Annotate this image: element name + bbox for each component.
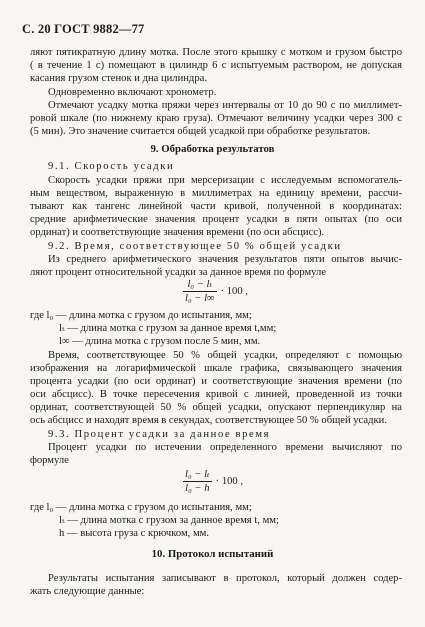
page-header: С. 20 ГОСТ 9882—77 xyxy=(22,22,145,36)
body-line: Скорость усадки пряжи при мерсеризации с исследуемым вспомогатель- xyxy=(48,175,402,186)
body-line: тывают как тангенс линейной части кривой, полученной в координатах: xyxy=(30,201,402,212)
body-line: ординат, соответствующей 50 % общей усадки, опускают перпендикуляр на xyxy=(30,402,402,413)
body-line: Время, соответствующее 50 % общей усадки, определяют с помощью xyxy=(48,350,402,361)
body-line: Процент усадки по истечении определенного времени вычисляют по xyxy=(48,442,402,453)
body-line: (5 мин). Это значение считается общей усадкой при обработке результатов. xyxy=(30,126,371,137)
body-line: Результаты испытания записывают в протокол, который должен содер- xyxy=(48,573,402,584)
formula-2 xyxy=(183,468,243,494)
subsection-9-3-title: 9.3. Процент усадки за данное время xyxy=(48,429,271,440)
where-line: h — высота груза с крючком, мм. xyxy=(59,528,210,539)
body-line: Отмечают усадку мотка пряжи через интервалы от 10 до 90 с по миллимет- xyxy=(48,100,402,111)
formula-numerator: l₀ − lₜ xyxy=(183,278,217,292)
body-line: ( в течение 1 с) помещают в цилиндр 6 с испытуемым раствором, не допуская xyxy=(30,60,402,71)
where-line: lₜ — длина мотка с грузом за данное время t, мм; xyxy=(59,515,279,526)
body-line: ляют пятикратную длину мотка. После этого крышку с мотком и грузом быстро xyxy=(30,47,402,58)
body-line: ровой шкале (по нижнему краю груза). Отмечают величину усадки через 300 с xyxy=(30,113,402,124)
formula-denominator: l₀ − l∞ xyxy=(185,293,215,304)
body-line: жать следующие данные: xyxy=(30,586,145,597)
body-line: изображения на логарифмической шкале графика, связывающего значения xyxy=(30,363,402,374)
section-9-title: 9. Обработка результатов xyxy=(150,143,275,155)
body-line: ляют процент относительной усадки за данное время по формуле xyxy=(30,267,327,278)
body-line: Одновременно включают хронометр. xyxy=(48,87,217,98)
formula-1 xyxy=(183,278,248,304)
body-line: касания грузом стенок и дна цилиндра. xyxy=(30,73,207,84)
formula-numerator: l₀ − lₜ xyxy=(185,469,210,480)
formula-tail: · 100 , xyxy=(215,475,244,487)
where-line: где l₀ — длина мотка с грузом до испытания, мм; xyxy=(30,310,252,321)
formula-tail: · 100 , xyxy=(220,285,248,297)
section-10-title: 10. Протокол испытаний xyxy=(151,548,274,560)
body-line: средние арифметические значения процент усадки в пяти опытах (по оси xyxy=(30,214,402,225)
fraction xyxy=(183,468,212,494)
where-line: lₜ — длина мотка с грузом за данное время t,мм; xyxy=(59,323,277,334)
body-line: формуле xyxy=(30,455,69,466)
formula-denominator: l₀ − h xyxy=(185,483,210,494)
body-line: оси абсцисс). В точке пересечения кривой с линией, проведенной из точки xyxy=(30,389,402,400)
subsection-9-1-title: 9.1. Скорость усадки xyxy=(48,161,175,172)
where-line: где l₀ — длина мотка с грузом до испытания, мм; xyxy=(30,502,252,513)
body-line: ординат) и соответствующие значения времени (по оси абсцисс). xyxy=(30,227,325,238)
body-line: Из среднего арифметического значения результатов пяти опытов вычис- xyxy=(48,254,402,265)
where-line: l∞ — длина мотка с грузом после 5 мин, мм. xyxy=(59,336,261,347)
fraction xyxy=(183,278,217,304)
body-line: процента усадки (по оси ординат) и соответствующие значения времени (по xyxy=(30,376,402,387)
body-line: ным веществом, выраженную в миллиметрах на единицу времени, рассчи- xyxy=(30,188,402,199)
body-line: ось абсцисс и находят время в секундах, соответствующее 50 % общей усадки. xyxy=(30,415,387,426)
subsection-9-2-title: 9.2. Время, соответствующее 50 % общей усадки xyxy=(48,241,342,252)
